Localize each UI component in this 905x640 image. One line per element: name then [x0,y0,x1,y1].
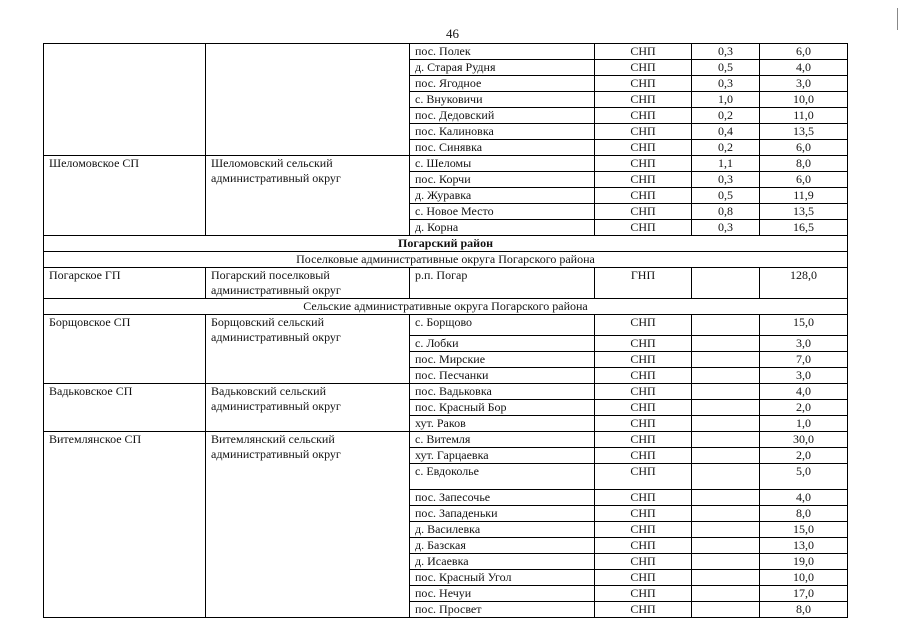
administrative-district: Шеломовский сельский административный округ [206,156,410,236]
value-area: 0,3 [692,220,760,236]
place-name: д. Старая Рудня [410,60,595,76]
table-row [44,432,848,448]
administrative-district: Вадьковский сельский административный округ [206,384,410,432]
place-type: СНП [595,601,692,617]
value-distance: 11,9 [760,188,848,204]
place-type: СНП [595,172,692,188]
value-distance: 6,0 [760,172,848,188]
section-title: Сельские административные округа Погарского района [44,299,848,315]
place-type: СНП [595,505,692,521]
place-name: пос. Полек [410,44,595,60]
value-distance: 1,0 [760,416,848,432]
value-area [692,601,760,617]
table-row [44,44,848,60]
place-name: с. Шеломы [410,156,595,172]
value-distance: 10,0 [760,569,848,585]
value-distance: 4,0 [760,384,848,400]
place-type: СНП [595,416,692,432]
value-area: 0,5 [692,188,760,204]
place-name: хут. Раков [410,416,595,432]
table-row [44,384,848,400]
value-distance: 4,0 [760,489,848,505]
table-body [44,44,848,618]
place-type: СНП [595,140,692,156]
place-type: СНП [595,464,692,489]
value-area [692,464,760,489]
place-type: СНП [595,368,692,384]
administrative-district: Погарский поселковый административный округ [206,268,410,299]
value-area: 0,5 [692,60,760,76]
place-name: с. Внуковичи [410,92,595,108]
place-type: СНП [595,188,692,204]
value-distance: 11,0 [760,108,848,124]
value-distance: 7,0 [760,352,848,368]
place-name: с. Витемля [410,432,595,448]
place-name: с. Евдоколье [410,464,595,489]
place-type: СНП [595,400,692,416]
value-area [692,569,760,585]
place-name: д. Василевка [410,521,595,537]
value-area: 0,2 [692,108,760,124]
value-area: 1,0 [692,92,760,108]
value-distance: 30,0 [760,432,848,448]
value-area [692,505,760,521]
value-area: 0,2 [692,140,760,156]
place-type: СНП [595,384,692,400]
value-distance: 3,0 [760,76,848,92]
place-name: пос. Песчанки [410,368,595,384]
settlements-table [43,43,848,618]
value-area: 0,3 [692,172,760,188]
place-type: СНП [595,60,692,76]
place-type: СНП [595,204,692,220]
place-type: СНП [595,156,692,172]
place-type: СНП [595,108,692,124]
place-type: СНП [595,569,692,585]
place-name: пос. Корчи [410,172,595,188]
value-distance: 13,5 [760,204,848,220]
place-type: СНП [595,92,692,108]
table-row [44,268,848,299]
place-type: СНП [595,521,692,537]
place-name: пос. Ягодное [410,76,595,92]
place-name: пос. Мирские [410,352,595,368]
value-area [692,336,760,352]
value-area [692,537,760,553]
place-name: д. Исаевка [410,553,595,569]
value-distance: 8,0 [760,601,848,617]
value-area [692,489,760,505]
place-name: пос. Вадьковка [410,384,595,400]
place-type: СНП [595,585,692,601]
value-area [692,384,760,400]
value-distance: 15,0 [760,315,848,336]
region-title: Погарский район [44,236,848,252]
place-name: р.п. Погар [410,268,595,299]
value-distance: 5,0 [760,464,848,489]
place-type: ГНП [595,268,692,299]
settlement-municipality: Шеломовское СП [44,156,206,236]
value-area [692,432,760,448]
place-name: пос. Западеньки [410,505,595,521]
value-distance: 15,0 [760,521,848,537]
value-distance: 128,0 [760,268,848,299]
value-area [692,352,760,368]
value-distance: 8,0 [760,505,848,521]
value-distance: 16,5 [760,220,848,236]
value-distance: 4,0 [760,60,848,76]
place-type: СНП [595,448,692,464]
place-type: СНП [595,432,692,448]
value-area [692,315,760,336]
place-type: СНП [595,124,692,140]
place-type: СНП [595,220,692,236]
value-distance: 3,0 [760,336,848,352]
place-name: пос. Синявка [410,140,595,156]
administrative-district: Борщовский сельский административный округ [206,315,410,384]
value-distance: 6,0 [760,44,848,60]
value-distance: 13,5 [760,124,848,140]
value-area [692,553,760,569]
place-name: пос. Красный Угол [410,569,595,585]
value-distance: 2,0 [760,400,848,416]
value-distance: 6,0 [760,140,848,156]
place-name: пос. Запесочье [410,489,595,505]
value-area [692,416,760,432]
place-type: СНП [595,336,692,352]
place-name: с. Лобки [410,336,595,352]
place-type: СНП [595,76,692,92]
value-area [692,400,760,416]
value-distance: 3,0 [760,368,848,384]
place-name: д. Корна [410,220,595,236]
value-area: 0,4 [692,124,760,140]
value-distance: 8,0 [760,156,848,172]
value-area: 0,3 [692,44,760,60]
value-distance: 13,0 [760,537,848,553]
value-area: 1,1 [692,156,760,172]
place-name: хут. Гарцаевка [410,448,595,464]
scan-edge-mark [897,8,898,30]
value-area [692,448,760,464]
administrative-district [206,44,410,156]
value-area [692,368,760,384]
section-header-row [44,252,848,268]
place-name: пос. Нечуи [410,585,595,601]
place-name: пос. Дедовский [410,108,595,124]
section-title: Поселковые административные округа Погарского района [44,252,848,268]
value-area [692,268,760,299]
table-row [44,315,848,336]
page-number: 46 [446,26,459,41]
settlement-municipality [44,44,206,156]
value-distance: 17,0 [760,585,848,601]
settlement-municipality: Вадьковское СП [44,384,206,432]
place-name: д. Журавка [410,188,595,204]
place-name: пос. Красный Бор [410,400,595,416]
place-name: с. Борщово [410,315,595,336]
value-distance: 19,0 [760,553,848,569]
value-area [692,521,760,537]
table-row [44,156,848,172]
value-area [692,585,760,601]
settlement-municipality: Борщовское СП [44,315,206,384]
place-name: пос. Просвет [410,601,595,617]
place-name: пос. Калиновка [410,124,595,140]
value-distance: 10,0 [760,92,848,108]
value-distance: 2,0 [760,448,848,464]
place-type: СНП [595,352,692,368]
settlement-municipality: Витемлянское СП [44,432,206,617]
section-header-row [44,299,848,315]
place-name: с. Новое Место [410,204,595,220]
settlement-municipality: Погарское ГП [44,268,206,299]
value-area: 0,8 [692,204,760,220]
place-type: СНП [595,44,692,60]
administrative-district: Витемлянский сельский административный округ [206,432,410,617]
place-name: д. Базская [410,537,595,553]
place-type: СНП [595,315,692,336]
place-type: СНП [595,537,692,553]
place-type: СНП [595,489,692,505]
region-header-row [44,236,848,252]
place-type: СНП [595,553,692,569]
value-area: 0,3 [692,76,760,92]
